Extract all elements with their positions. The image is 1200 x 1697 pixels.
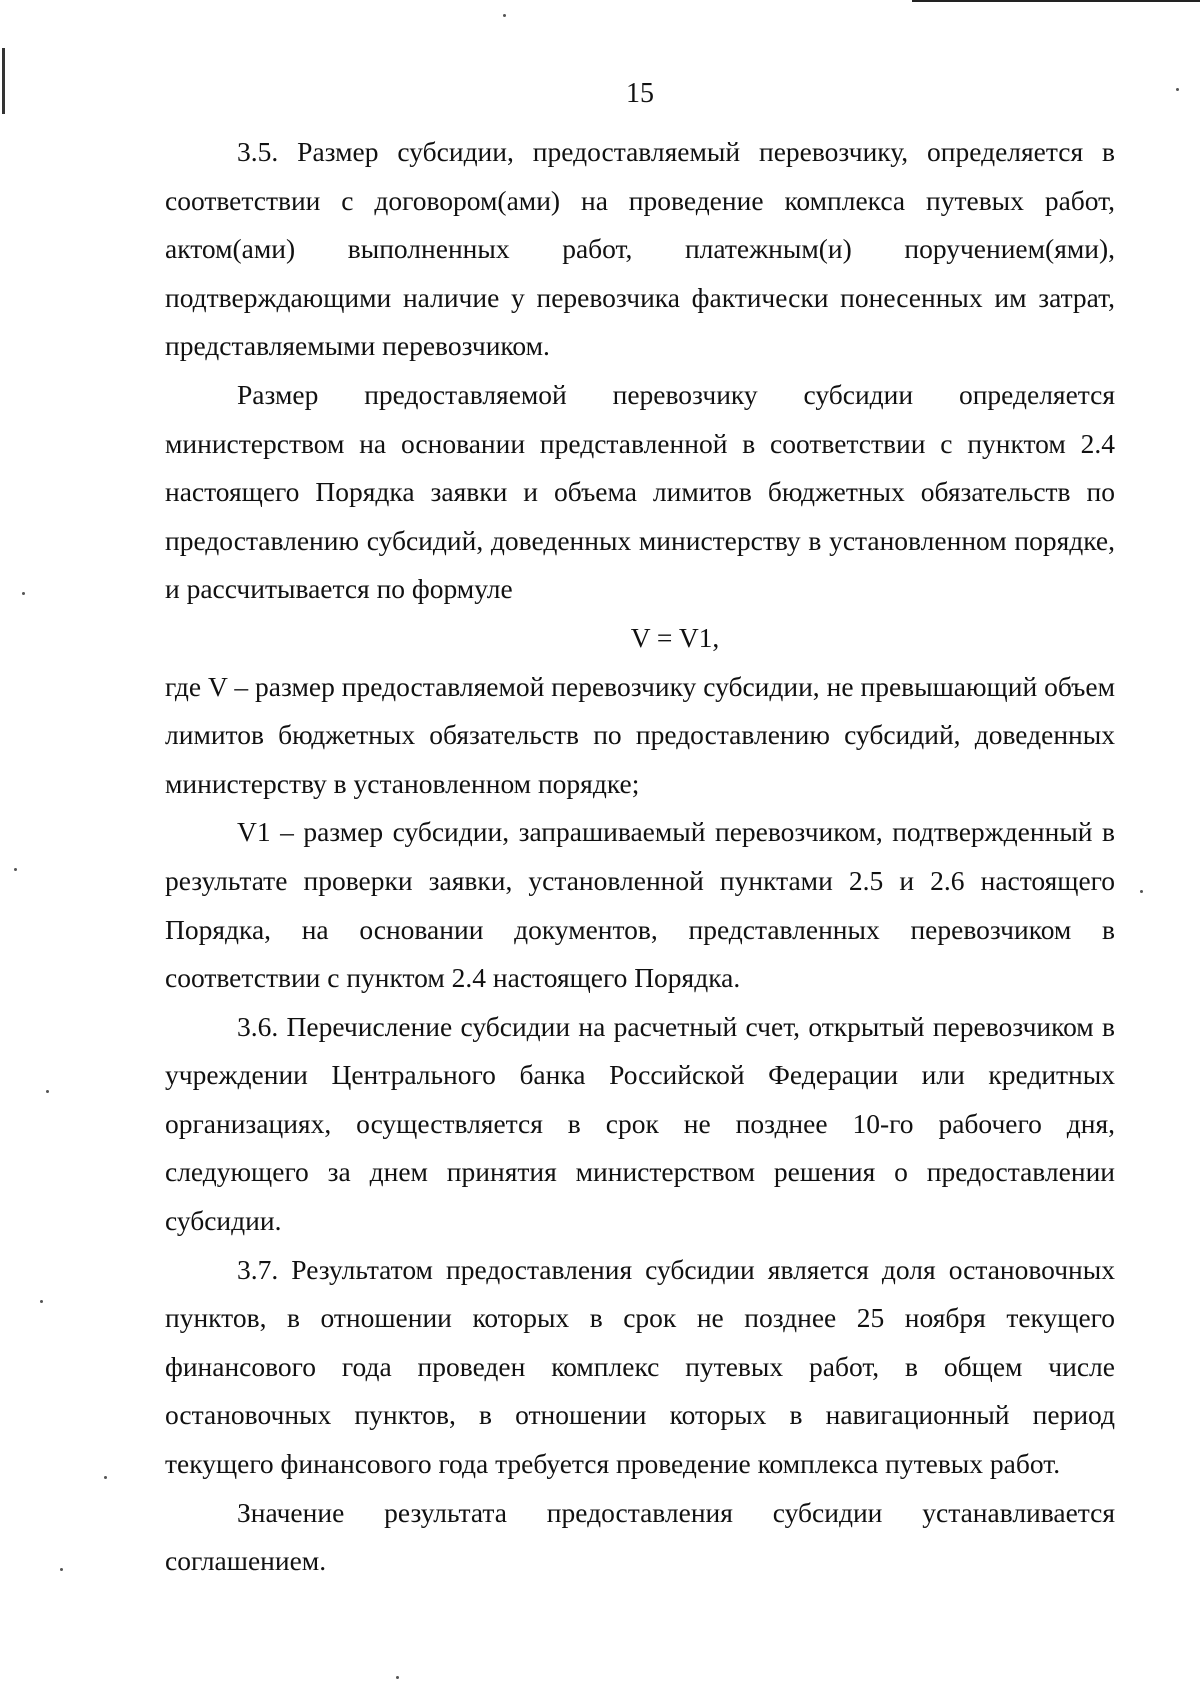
scan-speck bbox=[46, 1090, 49, 1093]
paragraph-result-value: Значение результата предоставления субсидии устанавливается соглашением. bbox=[165, 1496, 1115, 1577]
paragraph-subsidy-size: Размер предоставляемой перевозчику субсидии определяется министерством на основании представленной в соответствии с пунктом 2.4 настоящего Порядка заявки и объема лимитов бюджетных обязательств по предоставлению субсидий, доведенных министерству в установленном порядке, и рассчитывается по формуле bbox=[165, 378, 1115, 605]
paragraph-v-definition: где V – размер предоставляемой перевозчику субсидии, не превышающий объем лимитов бюджетных обязательств по предоставлению субсидий, доведенных министерству в установленном порядке; bbox=[165, 670, 1115, 799]
scan-edge-line bbox=[912, 0, 1200, 2]
paragraph-3-6: 3.6. Перечисление субсидии на расчетный счет, открытый перевозчиком в учреждении Центрального банка Российской Федерации или кредитных организациях, осуществляется в срок не позднее 10-го рабочего дня, следующего за днем принятия министерством решения о предоставлении субсидии. bbox=[165, 1010, 1115, 1237]
scan-speck bbox=[40, 1300, 43, 1303]
scan-speck bbox=[503, 14, 506, 17]
paragraph-3-7: 3.7. Результатом предоставления субсидии является доля остановочных пунктов, в отношении которых в срок не позднее 25 ноября текущего финансового года проведен комплекс путевых работ, в общем числе остановочных пунктов, в отношении которых в навигационный период текущего финансового года требуется проведение комплекса путевых работ. bbox=[165, 1253, 1115, 1480]
scan-speck bbox=[104, 1476, 107, 1479]
body-text bbox=[165, 128, 1115, 1586]
scan-speck bbox=[396, 1676, 399, 1679]
paragraph-v1-definition: V1 – размер субсидии, запрашиваемый перевозчиком, подтвержденный в результате проверки заявки, установленной пунктами 2.5 и 2.6 настоящего Порядка, на основании документов, представленных перевозчиком в соответствии с пунктом 2.4 настоящего Порядка. bbox=[165, 816, 1115, 994]
paragraph-3-5: 3.5. Размер субсидии, предоставляемый перевозчику, определяется в соответствии с договором(ами) на проведение комплекса путевых работ, актом(ами) выполненных работ, платежным(и) поручением(ями), подтверждающими наличие у перевозчика фактически понесенных им затрат, представляемыми перевозчиком. bbox=[165, 136, 1115, 362]
scan-speck bbox=[60, 1568, 63, 1571]
scan-speck bbox=[14, 868, 17, 871]
page-number: 15 bbox=[626, 78, 654, 109]
formula: V = V1, bbox=[630, 621, 720, 653]
scan-speck bbox=[22, 592, 25, 595]
scan-speck bbox=[1140, 890, 1143, 893]
